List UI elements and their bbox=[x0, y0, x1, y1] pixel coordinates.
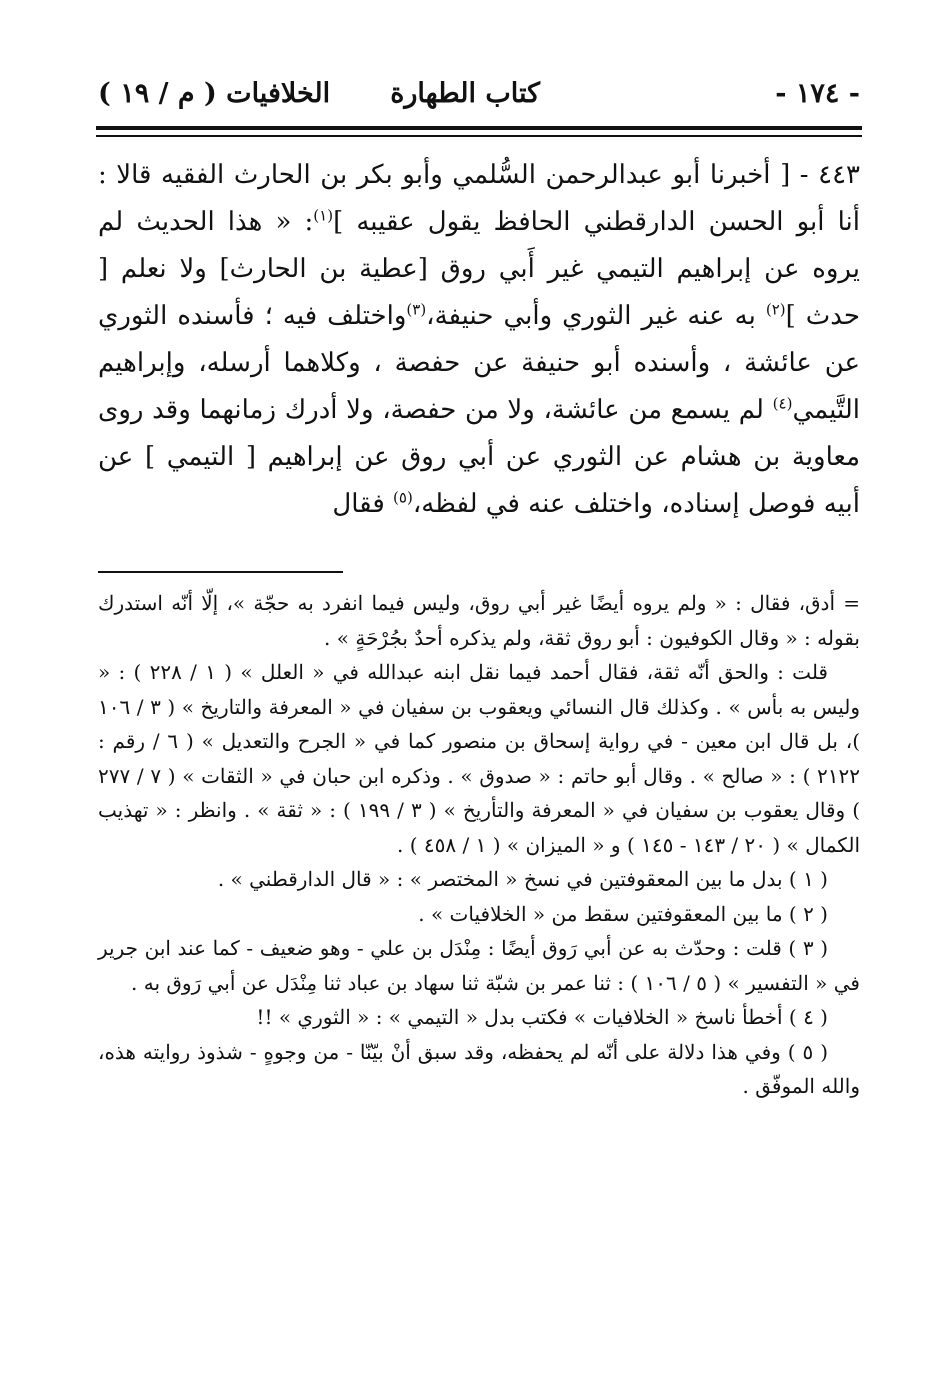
section-reference: الخلافيات ( م / ١٩ ) bbox=[98, 78, 331, 109]
text-segment: ٤٤٣ - [ أخبرنا أبو عبدالرحمن السُّلمي وأبو بكر بن الحارث الفقيه قالا : أنا أبو الحسن الدارقطني الحافظ يقول عقيبه ] bbox=[98, 160, 861, 237]
text-segment: : « هذا الحديث لم يروه عن إبراهيم التيمي غير أَبي روق [عطية بن الحارث] ولا نعلم [ حدث ] bbox=[98, 207, 861, 331]
footnote-ref: (٥) bbox=[393, 488, 413, 507]
footnote-comment: قلت : والحق أنّه ثقة، فقال أحمد فيما نقل ابنه عبدالله في « العلل » ( ١ / ٢٢٨ ) : « وليس به بأس » . وكذلك قال النسائي ويعقوب بن سفيان في « المعرفة والتاريخ » ( ٣ / ١٠٦ )، بل قال ابن معين - في رواية إسحاق بن منصور كما في « الجرح والتعديل » ( ٦ / رقم : ٢١٢٢ ) : « صالح » . وقال أبو حاتم : « صدوق » . وذكره ابن حبان في « الثقات » ( ٧ / ٢٧٧ ) وقال يعقوب بن سفيان في « المعرفة والتأريخ » ( ٣ / ١٩٩ ) : « ثقة » . وانظر : « تهذيب الكمال » ( ٢٠ / ١٤٣ - ١٤٥ ) و « الميزان » ( ١ / ٤٥٨ ) . bbox=[98, 660, 861, 857]
text-segment: لم يسمع من عائشة، ولا من حفصة، ولا أدرك زمانهما وقد روى معاوية بن هشام عن الثوري عن أبي روق عن إبراهيم [ التيمي ] عن أبيه فوصل إسناده، واختلف عنه في لفظه، bbox=[98, 395, 860, 519]
header-rule bbox=[96, 126, 862, 137]
page-header bbox=[98, 72, 860, 122]
footnote-4: ( ٤ ) أخطأ ناسخ « الخلافيات » فكتب بدل « التيمي » : « الثوري » !! bbox=[256, 1005, 828, 1029]
footnote-ref: (١) bbox=[313, 206, 334, 225]
footnote-2: ( ٢ ) ما بين المعقوفتين سقط من « الخلافيات » . bbox=[418, 901, 828, 926]
footnote-ref: (٣) bbox=[406, 300, 427, 319]
text-segment: واختلف فيه ؛ فأسنده الثوري عن عائشة ، وأسنده أبو حنيفة عن حفصة ، وكلاهما أرسله، وإبراهيم التَّيمي bbox=[98, 301, 860, 425]
footnotes bbox=[98, 586, 860, 1104]
page-number: - ١٧٤ - bbox=[775, 78, 860, 109]
footnote-separator bbox=[98, 571, 343, 573]
text-segment: به عنه غير الثوري وأبي حنيفة، bbox=[426, 301, 766, 331]
footnote-3: ( ٣ ) قلت : وحدّث به عن أبي رَوق أيضًا : مِنْدَل بن علي - وهو ضعيف - كما عند ابن جرير في « التفسير » ( ٥ / ١٠٦ ) : ثنا عمر بن شبّة ثنا سهاد بن عباد ثنا مِنْدَل عن أبي رَوق به . bbox=[98, 936, 860, 995]
footnote-1: ( ١ ) بدل ما بين المعقوفتين في نسخ « المختصر » : « قال الدارقطني » . bbox=[217, 867, 828, 891]
footnote-ref: (٤) bbox=[772, 394, 793, 413]
main-text bbox=[98, 152, 860, 528]
footnote-continuation: = أدق، فقال : « ولم يروه أيضًا غير أبي روق، وليس فيما انفرد به حجّة »، إلّا أنّه استدرك بقوله : « وقال الكوفيون : أبو روق ثقة، ولم يذكره أحدٌ بجُرْحَةٍ » . bbox=[98, 591, 860, 650]
book-title: كتاب الطهارة bbox=[390, 78, 540, 109]
footnote-ref: (٢) bbox=[765, 300, 786, 319]
hadith-paragraph bbox=[98, 152, 860, 528]
text-segment: فقال bbox=[332, 489, 394, 519]
footnote-5: ( ٥ ) وفي هذا دلالة على أنّه لم يحفظه، وقد سبق أنْ بيّنّا - من وجوهٍ - شذوذ روايته هذه، والله الموفّق . bbox=[98, 1039, 860, 1098]
